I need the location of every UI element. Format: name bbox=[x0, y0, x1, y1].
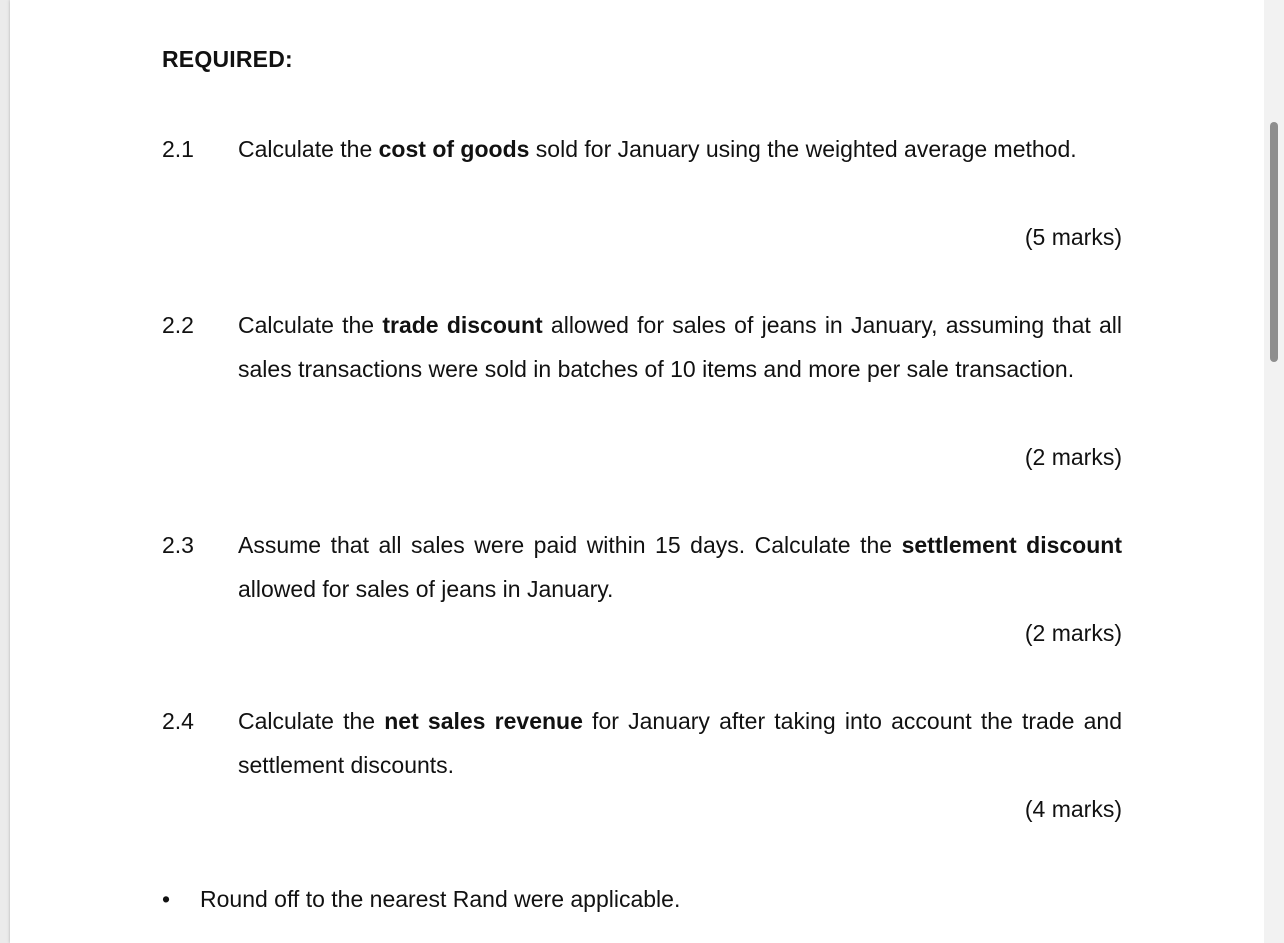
bullet-icon: • bbox=[162, 886, 171, 912]
question-text-bold: settlement discount bbox=[901, 532, 1122, 558]
question-text-bold: net sales revenue bbox=[384, 708, 583, 734]
question-text-segment: allowed for sales of jeans in January, assuming that all sales transactions were sold in batches of 10 items and more per sale transaction. bbox=[238, 312, 1122, 382]
question-marks: (5 marks) bbox=[1024, 224, 1122, 250]
vertical-scrollbar[interactable] bbox=[1264, 0, 1284, 943]
question-marks: (2 marks) bbox=[1024, 444, 1122, 470]
question-marks: (2 marks) bbox=[1024, 620, 1122, 646]
question-text-bold: cost of goods bbox=[378, 136, 530, 162]
note-text: Round off to the nearest Rand were applicable. bbox=[200, 886, 681, 912]
scrollbar-thumb[interactable] bbox=[1270, 122, 1278, 362]
question-number: 2.4 bbox=[162, 708, 194, 734]
question-text-segment: Calculate the bbox=[238, 312, 383, 338]
question-number: 2.2 bbox=[162, 312, 194, 338]
question-text-segment: sold for January using the weighted average method. bbox=[529, 136, 1077, 162]
question-text bbox=[238, 523, 1122, 611]
question-text bbox=[238, 699, 1122, 787]
question-text bbox=[238, 303, 1122, 391]
question-text-segment: Calculate the bbox=[238, 708, 385, 734]
rounding-note bbox=[162, 877, 680, 921]
question-text-segment: allowed for sales of jeans in January. bbox=[238, 576, 614, 602]
question-text bbox=[238, 127, 1122, 171]
question-number: 2.1 bbox=[162, 136, 194, 162]
question-text-bold: trade discount bbox=[382, 312, 543, 338]
question-text-segment: for January after taking into account the trade and settlement discounts. bbox=[238, 708, 1122, 778]
document-page bbox=[10, 0, 1264, 943]
question-text-segment: Assume that all sales were paid within 15 days. Calculate the bbox=[238, 532, 902, 558]
required-heading: REQUIRED: bbox=[162, 46, 293, 72]
question-marks: (4 marks) bbox=[1024, 796, 1122, 822]
question-number: 2.3 bbox=[162, 532, 194, 558]
question-text-segment: Calculate the bbox=[238, 136, 379, 162]
